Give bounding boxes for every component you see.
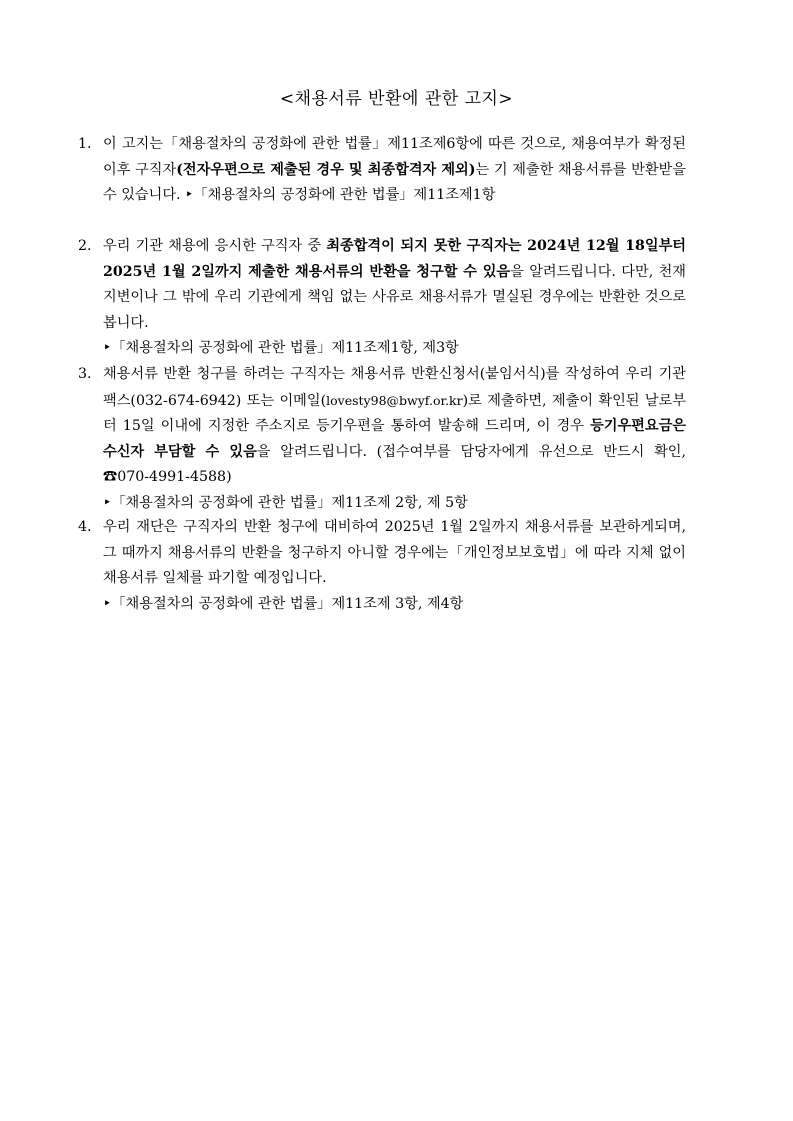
email-address: lovesty98@bwyf.or.kr (326, 392, 463, 408)
item-number: 2. (78, 238, 92, 254)
item-bold-text: 등기우편요금은 수신자 부담할 수 있음 (103, 418, 686, 460)
item-text: 을 알려드립니다. (접수여부를 담당자에게 유선으로 반드시 확인, ☎070-4991-4588) (103, 443, 686, 485)
notice-item-1 (78, 132, 686, 234)
item-text: 을 알려드립니다. 다만, 천재지변이나 그 밖에 우리 기관에게 책임 없는 사유로 채용서류가 멸실된 경우에는 반환한 것으로 봅니다. (103, 263, 687, 331)
notice-item-4 (78, 515, 686, 617)
notice-item-3 (78, 362, 686, 515)
item-text: 이 고지는「채용절차의 공정화에 관한 법률」제11조제6항에 따른 것으로, 채용여부가 확정된 이후 구직자 (103, 136, 686, 178)
notice-item-2 (78, 234, 686, 362)
item-text: 우리 재단은 구직자의 반환 청구에 대비하여 2025년 1월 2일까지 채용서류를 보관하게되며, 그 때까지 채용서류의 반환을 청구하지 아니할 경우에는「개인정보보호법」에 따라 지체 없이 채용서류 일체를 파기할 예정입니다. (103, 519, 686, 586)
notice-list (78, 132, 686, 617)
document-title: <채용서류 반환에 관한 고지> (279, 89, 514, 109)
item-text: 는 기 제출한 채용서류를 반환받을 수 있습니다. ‣「채용절차의 공정화에 관한 법률」제11조제1항 (103, 161, 686, 203)
item-number: 4. (78, 519, 92, 535)
item-text: 채용서류 반환 청구를 하려는 구직자는 채용서류 반환신청서(붙임서식)를 작성하여 우리 기관팩스(032-674-6942) 또는 이메일( (103, 366, 686, 409)
item-number: 3. (78, 366, 92, 382)
law-reference: ‣「채용절차의 공정화에 관한 법률」제11조제 2항, 제 5항 (103, 494, 468, 511)
item-number: 1. (78, 136, 92, 152)
item-text: 우리 기관 채용에 응시한 구직자 중 (103, 238, 327, 254)
item-bold-text: 최종합격이 되지 못한 구직자는 2024년 12월 18일부터 2025년 1월 2일까지 제출한 채용서류의 반환을 청구할 수 있음 (103, 238, 686, 280)
law-reference: ‣「채용절차의 공정화에 관한 법률」제11조제 3항, 제4항 (103, 595, 464, 612)
item-text: )로 제출하면, 제출이 확인된 날로부터 15일 이내에 지정한 주소지로 등기우편을 통하여 발송해 드리며, 이 경우 (103, 392, 686, 434)
law-reference: ‣「채용절차의 공정화에 관한 법률」제11조제1항, 제3항 (103, 340, 459, 356)
item-bold-text: (전자우편으로 제출된 경우 및 최종합격자 제외) (176, 161, 476, 178)
